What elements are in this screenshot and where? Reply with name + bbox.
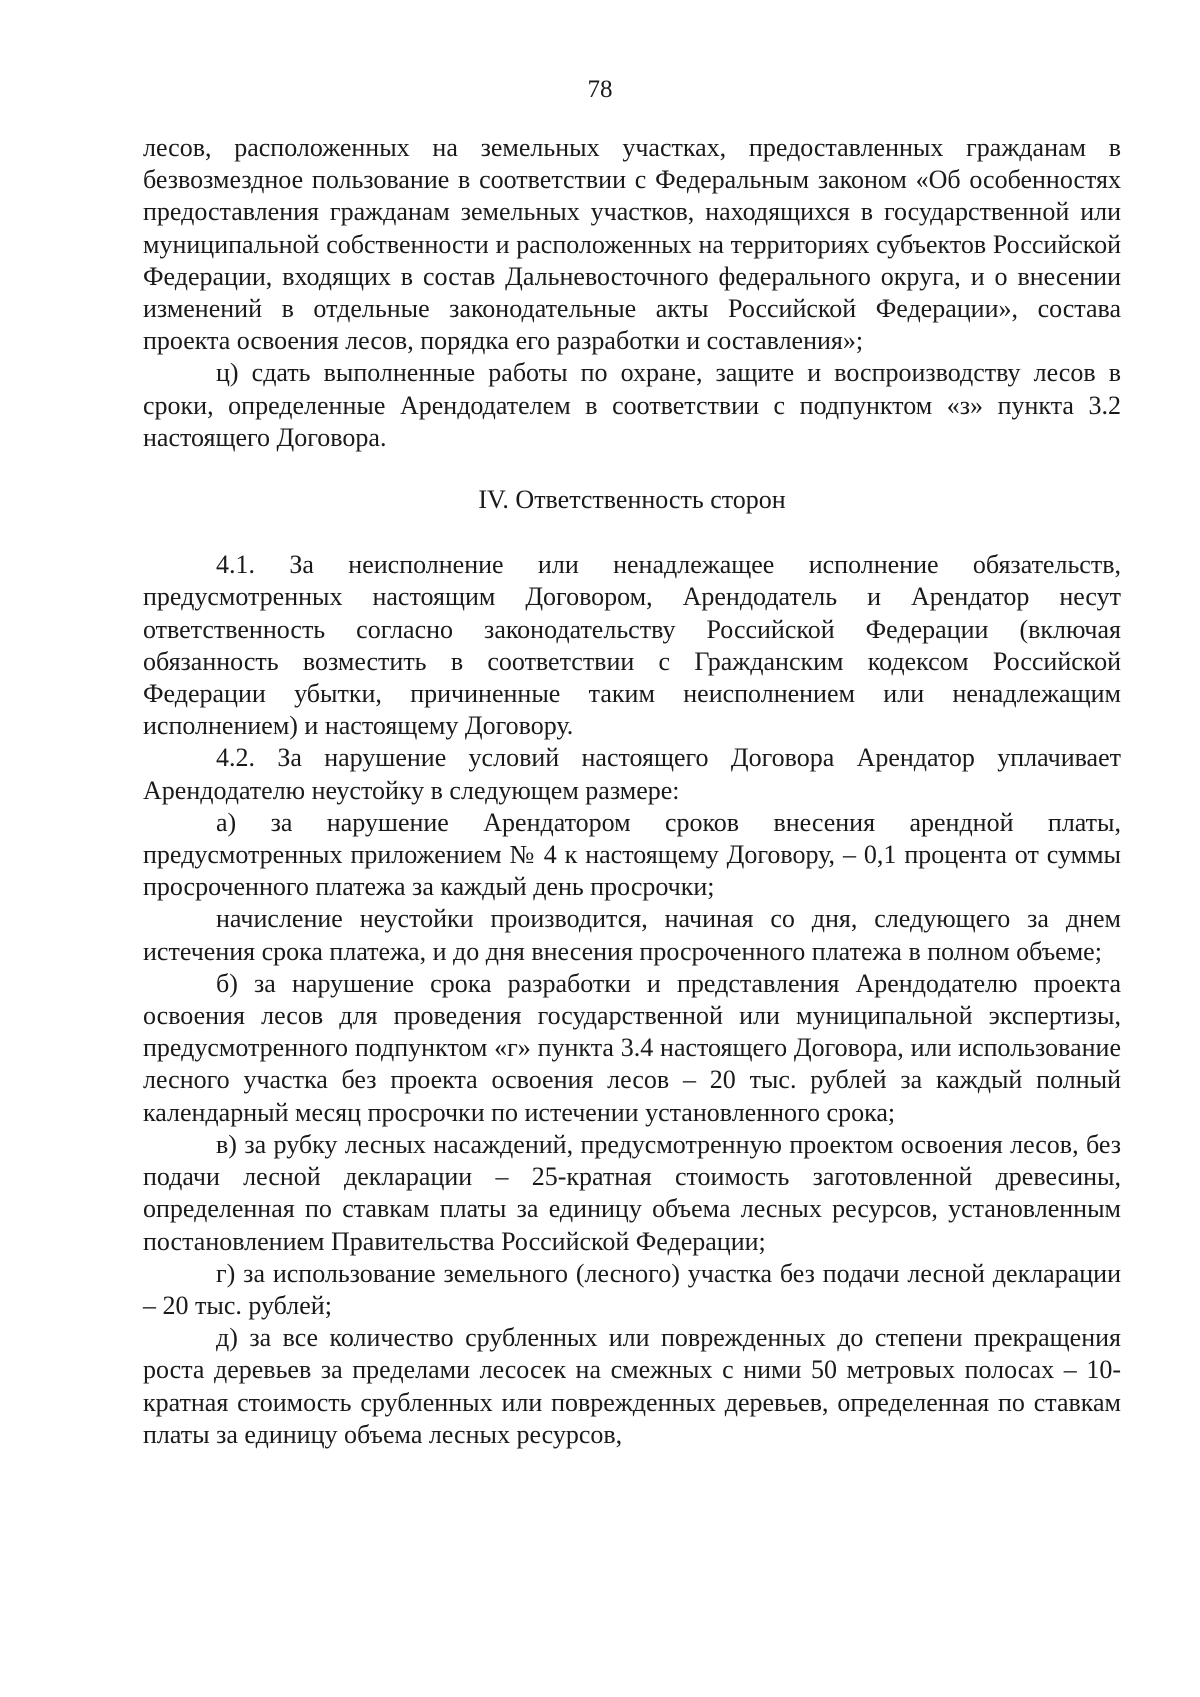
paragraph-item-g: г) за использование земельного (лесного) участка без подачи лесной декларации – 20 тыс. рублей; xyxy=(143,1258,1121,1320)
paragraph-item-a: а) за нарушение Арендатором сроков внесения арендной платы, предусмотренных приложением № 4 к настоящему Договору, – 0,1 процента от суммы просроченного платежа за каждый день просрочки; xyxy=(143,807,1121,902)
paragraph-continuation: лесов, расположенных на земельных участках, предоставленных гражданам в безвозмездное пользование в соответствии с Федеральным законом «Об особенностях предоставления гражданам земельных участков, находящихся в государственной или муниципальной собственности и расположенных на территориях субъектов Российской Федерации, входящих в состав Дальневосточного федерального округа, и о внесении изменений в отдельные законодательные акты Российской Федерации», состава проекта освоения лесов, порядка его разработки и составления»; xyxy=(143,133,1121,356)
paragraph-4-1: 4.1. За неисполнение или ненадлежащее исполнение обязательств, предусмотренных настоящим Договором, Арендодатель и Арендатор несут ответственность согласно законодательству Российской Федерации (включая обязанность возместить в соответствии с Гражданским кодексом Российской Федерации убытки, причиненные таким неисполнением или ненадлежащим исполнением) и настоящему Договору. xyxy=(143,550,1121,741)
paragraph-item-d: д) за все количество срубленных или поврежденных до степени прекращения роста деревьев за пределами лесосек на смежных с ними 50 метровых полосах – 10-кратная стоимость срубленных или поврежденных деревьев, определенная по ставкам платы за единицу объема лесных ресурсов, xyxy=(143,1323,1121,1449)
page-number: 78 xyxy=(587,76,613,103)
paragraph-item-v: в) за рубку лесных насаждений, предусмотренную проектом освоения лесов, без подачи лесной декларации – 25-кратная стоимость заготовленной древесины, определенная по ставкам платы за единицу объема лесных ресурсов, установленным постановлением Правительства Российской Федерации; xyxy=(143,1129,1121,1256)
paragraph-item-ts: ц) сдать выполненные работы по охране, защите и воспроизводству лесов в сроки, определенные Арендодателем в соответствии с подпунктом «з» пункта 3.2 настоящего Договора. xyxy=(143,358,1121,452)
paragraph-4-2: 4.2. За нарушение условий настоящего Договора Арендатор уплачивает Арендодателю неустойку в следующем размере: xyxy=(143,743,1121,805)
paragraph-penalty-accrual: начисление неустойки производится, начиная со дня, следующего за днем истечения срока платежа, и до дня внесения просроченного платежа в полном объеме; xyxy=(143,904,1121,966)
document-body xyxy=(143,132,1121,1451)
paragraph-item-b: б) за нарушение срока разработки и представления Арендодателю проекта освоения лесов для проведения государственной или муниципальной экспертизы, предусмотренного подпунктом «г» пункта 3.4 настоящего Договора, или использование лесного участка без проекта освоения лесов – 20 тыс. рублей за каждый полный календарный месяц просрочки по истечении установленного срока; xyxy=(143,968,1121,1127)
section-heading: IV. Ответственность сторон xyxy=(478,485,786,515)
